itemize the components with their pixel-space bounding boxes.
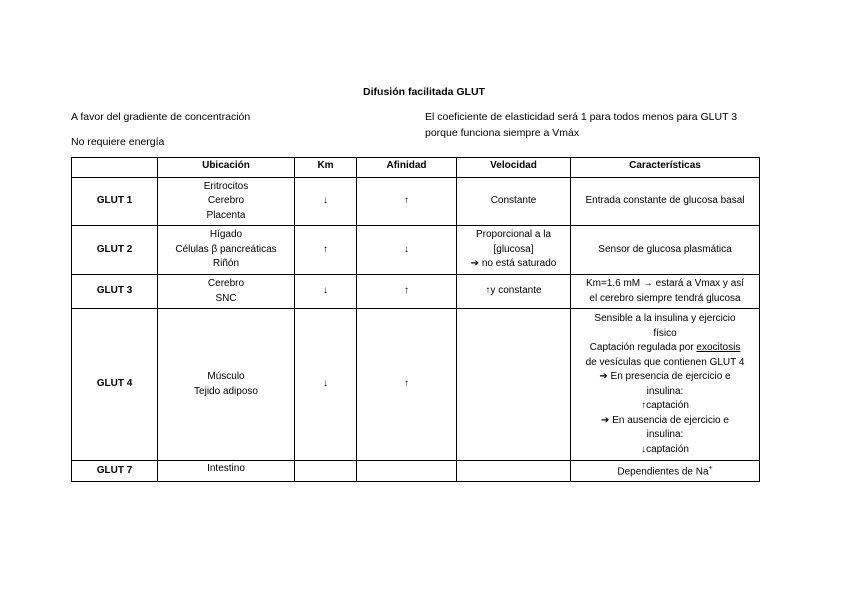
sodium-charge: + (708, 465, 713, 472)
cell-caracteristicas: Sensor de glucosa plasmática (571, 226, 760, 275)
cell-afinidad: ↑ (357, 275, 457, 309)
ubicacion-line: Placenta (206, 209, 246, 221)
header-km: Km (295, 158, 357, 178)
cell-ubicacion (158, 226, 295, 275)
ubicacion-line: Eritrocitos (203, 180, 249, 192)
table-row (72, 461, 760, 482)
cell-caracteristicas (571, 275, 760, 309)
ubicacion-line: SNC (215, 292, 237, 304)
cell-afinidad: ↑ (357, 309, 457, 461)
cell-velocidad (457, 461, 571, 482)
cell-afinidad (357, 461, 457, 482)
row-name: GLUT 2 (72, 226, 158, 275)
cell-ubicacion: Intestino (158, 461, 295, 482)
caracteristicas-line: insulina: (646, 429, 684, 440)
cell-ubicacion (158, 178, 295, 226)
ubicacion-line: Cerebro (207, 278, 245, 289)
cell-caracteristicas: Entrada constante de glucosa basal (571, 178, 760, 226)
note-elasticity-line-1: El coeficiente de elasticidad será 1 para todos menos para GLUT 3 (425, 111, 738, 123)
velocidad-line: [glucosa] (493, 243, 534, 255)
row-name: GLUT 7 (72, 461, 158, 482)
captacion-prefix: Captación regulada por (589, 342, 697, 353)
caracteristicas-line: Sensible a la insulina y ejercicio (594, 313, 736, 324)
cell-km: ↓ (295, 309, 357, 461)
row-name: GLUT 1 (72, 178, 158, 226)
ubicacion-line: Hígado (209, 229, 243, 241)
cell-km: ↓ (295, 178, 357, 226)
ubicacion-line: Células β pancreáticas (175, 243, 277, 255)
ubicacion-line: Cerebro (207, 195, 245, 207)
cell-caracteristicas (571, 461, 760, 482)
header-empty (72, 158, 158, 178)
caracteristicas-line: ➔ En ausencia de ejercicio e (601, 414, 729, 426)
caracteristicas-line: ↓captación (641, 443, 689, 455)
cell-afinidad: ↑ (357, 178, 457, 226)
note-elasticity (425, 109, 765, 141)
cell-km: ↓ (295, 275, 357, 309)
caracteristicas-line: de vesículas que contienen GLUT 4 (585, 356, 745, 368)
cell-caracteristicas (571, 309, 760, 461)
row-name: GLUT 3 (72, 275, 158, 309)
header-velocidad: Velocidad (457, 158, 571, 178)
glut-table (71, 157, 760, 482)
cell-km: ↑ (295, 226, 357, 275)
sodium-dependence: Dependientes de Na (617, 466, 709, 478)
ubicacion-line: Músculo (207, 371, 245, 382)
cell-velocidad: Constante (457, 178, 571, 226)
table-header-row (72, 158, 760, 178)
header-caracteristicas: Características (571, 158, 760, 178)
ubicacion-line: Tejido adiposo (194, 385, 258, 397)
caracteristicas-line: el cerebro siempre tendrá glucosa (589, 292, 741, 304)
caracteristicas-line: ➔ En presencia de ejercicio e (599, 371, 731, 382)
caracteristicas-line: físico (653, 327, 677, 339)
cell-velocidad (457, 226, 571, 275)
page-title: Difusión facilitada GLUT (363, 86, 485, 98)
note-elasticity-line-2: porque funciona siempre a Vmáx (425, 127, 580, 139)
exocitosis-term: exocitosis (696, 342, 741, 353)
cell-ubicacion (158, 275, 295, 309)
table-row (72, 309, 760, 461)
velocidad-line: ➔ no está saturado (470, 258, 557, 270)
cell-velocidad (457, 309, 571, 461)
table-row (72, 275, 760, 309)
table-row (72, 226, 760, 275)
cell-velocidad: ↑y constante (457, 275, 571, 309)
caracteristicas-line: ↑captación (641, 400, 689, 411)
caracteristicas-line: insulina: (646, 385, 684, 397)
cell-afinidad: ↓ (357, 226, 457, 275)
header-afinidad: Afinidad (357, 158, 457, 178)
velocidad-line: Proporcional a la (475, 229, 552, 241)
cell-km (295, 461, 357, 482)
ubicacion-line: Riñón (212, 258, 240, 270)
row-name: GLUT 4 (72, 309, 158, 461)
note-gradient: A favor del gradiente de concentración (71, 111, 251, 123)
caracteristicas-line (574, 341, 756, 356)
header-ubicacion: Ubicación (158, 158, 295, 178)
note-energy: No requiere energía (71, 136, 165, 148)
cell-ubicacion (158, 309, 295, 461)
caracteristicas-line: Km=1.6 mM → estará a Vmax y así (585, 278, 745, 289)
table-row (72, 178, 760, 226)
